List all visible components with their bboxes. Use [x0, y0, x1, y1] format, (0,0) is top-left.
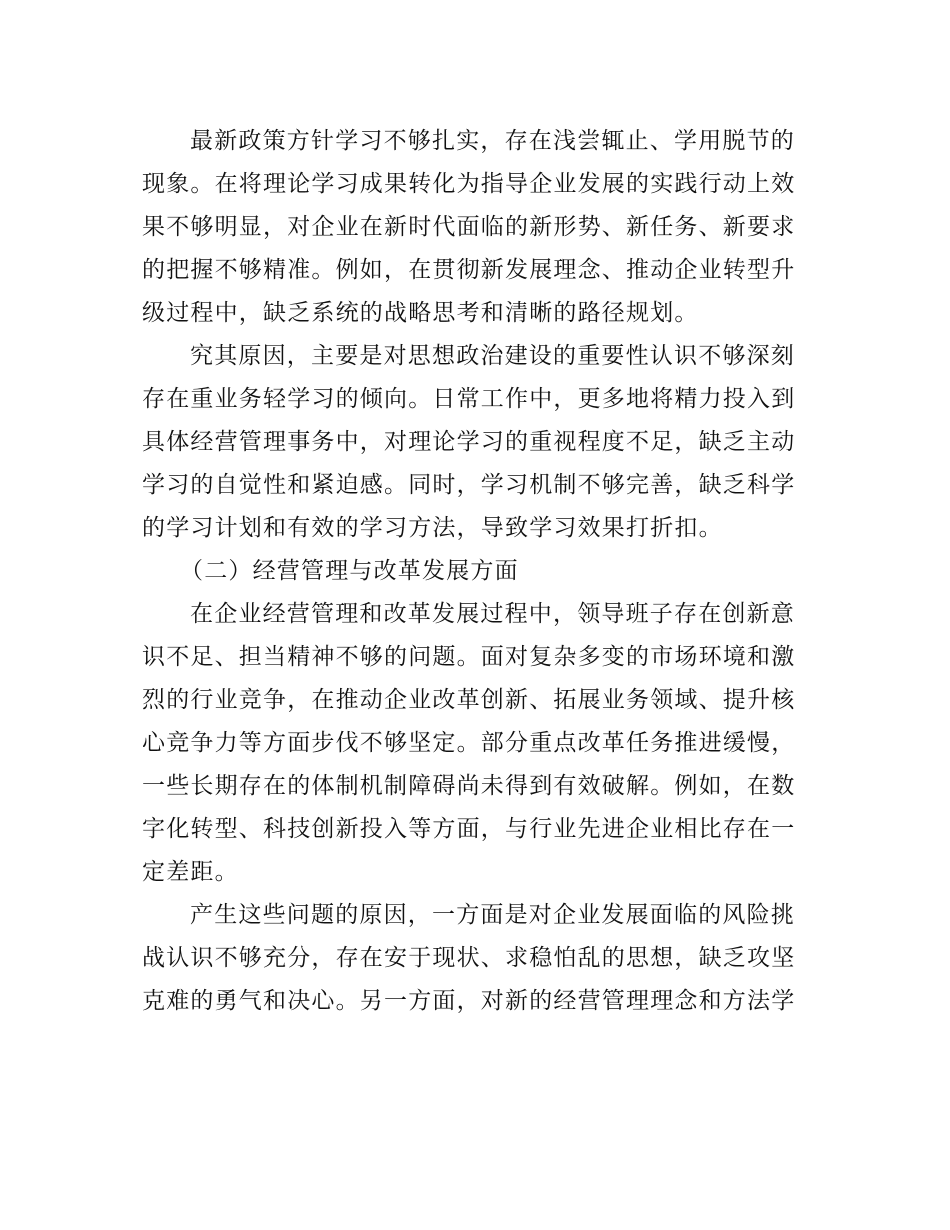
section-heading-text: （二）经营管理与改革发展方面: [180, 558, 519, 584]
paragraph-root-causes: [142, 335, 814, 550]
text-line: 果不够明显，对企业在新时代面临的新形势、新任务、新要求: [142, 214, 796, 240]
text-line: 烈的行业竞争，在推动企业改革创新、拓展业务领域、提升核: [142, 687, 796, 713]
text-line: 存在重业务轻学习的倾向。日常工作中，更多地将精力投入到: [142, 386, 796, 412]
text-line: 学习的自觉性和紧迫感。同时，学习机制不够完善，缺乏科学: [142, 472, 796, 498]
paragraph-study-gaps: [142, 120, 814, 335]
text-line: 现象。在将理论学习成果转化为指导企业发展的实践行动上效: [142, 171, 796, 197]
text-line: 在企业经营管理和改革发展过程中，领导班子存在创新意: [190, 601, 795, 627]
text-line: 最新政策方针学习不够扎实，存在浅尝辄止、学用脱节的: [190, 128, 795, 154]
text-line: 产生这些问题的原因，一方面是对企业发展面临的风险挑: [190, 902, 795, 928]
section-heading: [142, 550, 814, 593]
paragraph-problem-causes: [142, 894, 814, 1023]
text-line: 心竞争力等方面步伐不够坚定。部分重点改革任务推进缓慢，: [142, 730, 796, 756]
text-line: 识不足、担当精神不够的问题。面对复杂多变的市场环境和激: [142, 644, 796, 670]
text-line: 的把握不够精准。例如，在贯彻新发展理念、推动企业转型升: [142, 257, 796, 283]
document-body: [142, 120, 814, 1023]
text-line: 究其原因，主要是对思想政治建设的重要性认识不够深刻: [190, 343, 795, 369]
text-line: 定差距。: [142, 859, 239, 885]
paragraph-management-issues: [142, 593, 814, 894]
text-line: 具体经营管理事务中，对理论学习的重视程度不足，缺乏主动: [142, 429, 796, 455]
text-line: 级过程中，缺乏系统的战略思考和清晰的路径规划。: [142, 300, 699, 326]
text-line: 克难的勇气和决心。另一方面，对新的经营管理理念和方法学: [142, 988, 796, 1014]
text-line: 战认识不够充分，存在安于现状、求稳怕乱的思想，缺乏攻坚: [142, 945, 796, 971]
text-line: 的学习计划和有效的学习方法，导致学习效果打折扣。: [142, 515, 723, 541]
text-line: 字化转型、科技创新投入等方面，与行业先进企业相比存在一: [142, 816, 796, 842]
text-line: 一些长期存在的体制机制障碍尚未得到有效破解。例如，在数: [142, 773, 796, 799]
